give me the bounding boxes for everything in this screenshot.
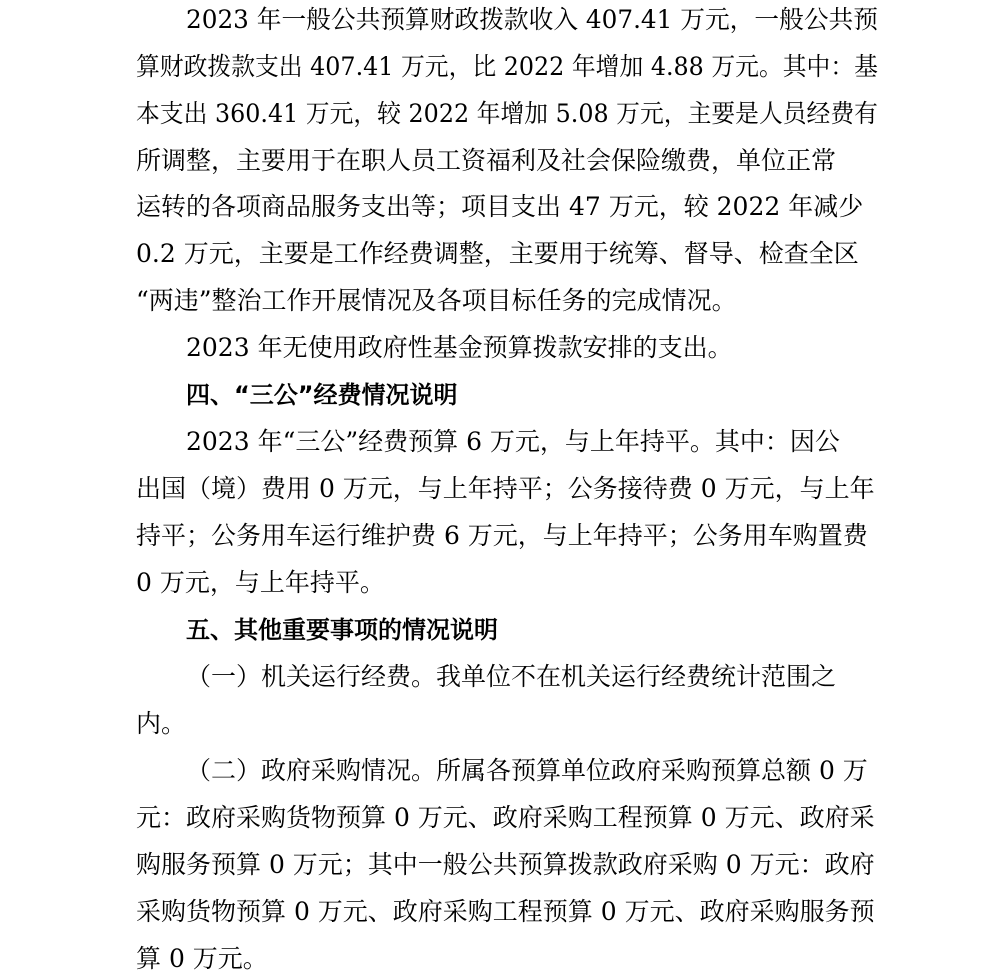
paragraph-line: （一）机关运行经费。我单位不在机关运行经费统计范围之 bbox=[186, 662, 837, 691]
paragraph-line: 0 万元，与上年持平。 bbox=[136, 568, 385, 597]
paragraph-line: 出国（境）费用 0 万元，与上年持平；公务接待费 0 万元，与上年 bbox=[136, 474, 875, 503]
paragraph-line: 0.2 万元，主要是工作经费调整，主要用于统筹、督导、检查全区 bbox=[136, 239, 859, 268]
paragraph-line: 持平；公务用车运行维护费 6 万元，与上年持平；公务用车购置费 bbox=[136, 521, 868, 550]
paragraph-line: 算 0 万元。 bbox=[136, 944, 268, 973]
paragraph-line: 购服务预算 0 万元；其中一般公共预算拨款政府采购 0 万元：政府 bbox=[136, 850, 875, 879]
section-heading: 四、“三公”经费情况说明 bbox=[186, 381, 458, 409]
paragraph-line: 运转的各项商品服务支出等；项目支出 47 万元，较 2022 年减少 bbox=[136, 192, 864, 221]
paragraph-line: 本支出 360.41 万元，较 2022 年增加 5.08 万元，主要是人员经费有 bbox=[136, 99, 878, 128]
paragraph-line: 2023 年无使用政府性基金预算拨款安排的支出。 bbox=[186, 333, 733, 362]
section-heading: 五、其他重要事项的情况说明 bbox=[186, 616, 498, 644]
paragraph-line: 算财政拨款支出 407.41 万元，比 2022 年增加 4.88 万元。其中：基 bbox=[136, 52, 878, 81]
paragraph-line: 2023 年一般公共预算财政拨款收入 407.41 万元，一般公共预 bbox=[186, 5, 878, 34]
paragraph-line: 元：政府采购货物预算 0 万元、政府采购工程预算 0 万元、政府采 bbox=[136, 803, 875, 832]
paragraph-line: 采购货物预算 0 万元、政府采购工程预算 0 万元、政府采购服务预 bbox=[136, 897, 875, 926]
paragraph-line: “两违”整治工作开展情况及各项目标任务的完成情况。 bbox=[136, 286, 737, 315]
paragraph-line: 内。 bbox=[136, 709, 187, 738]
paragraph-line: 2023 年“三公”经费预算 6 万元，与上年持平。其中：因公 bbox=[186, 427, 840, 456]
paragraph-line: （二）政府采购情况。所属各预算单位政府采购预算总额 0 万 bbox=[186, 756, 868, 785]
paragraph-line: 所调整，主要用于在职人员工资福利及社会保险缴费，单位正常 bbox=[136, 146, 837, 175]
